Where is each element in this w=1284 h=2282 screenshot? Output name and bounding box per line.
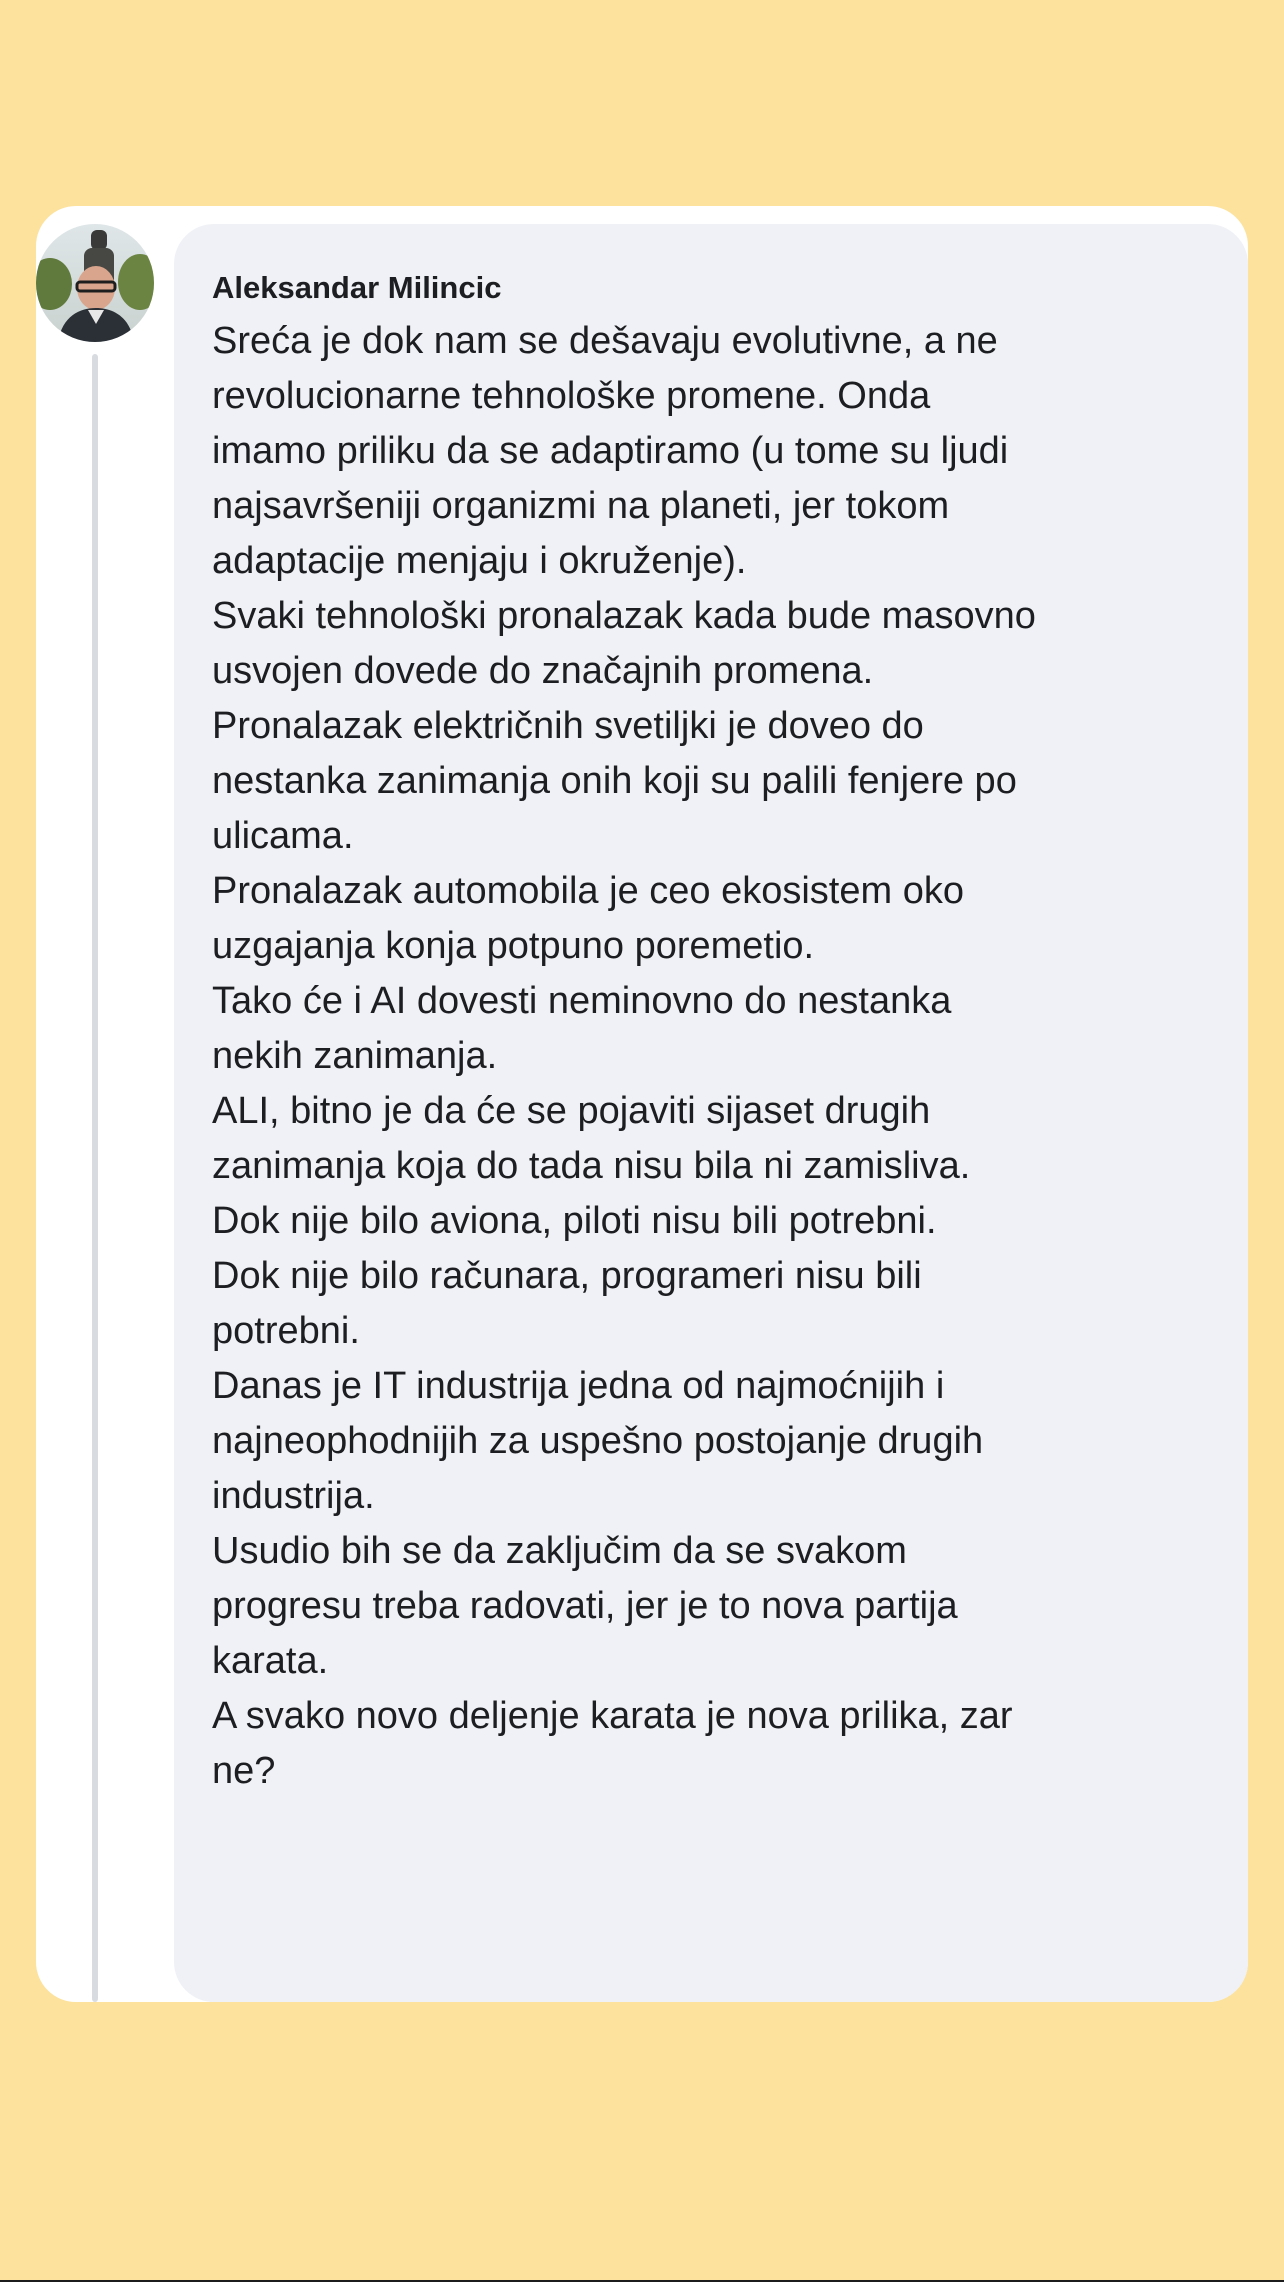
comment-card (36, 206, 1248, 2002)
avatar[interactable] (36, 224, 154, 342)
comment-bubble (174, 224, 1248, 2002)
avatar-photo (36, 224, 154, 342)
comment-author[interactable]: Aleksandar Milincic (212, 270, 502, 305)
comment-text: Sreća je dok nam se dešavaju evolutivne, a ne revolucionarne tehnološke promene. Onda imamo priliku da se adaptiramo (u tome su ljudi najsavršeniji organizmi na planeti, jer tokom adaptacije menjaju i okruženje). Svaki tehnološki pronalazak kada bude masovno usvojen dovede do značajnih promena. Pronalazak električnih svetiljki je doveo do nestanka zanimanja onih koji su palili fenjere po ulicama. Pronalazak automobila je ceo ekosistem oko uzgajanja konja potpuno poremetio. Tako će i AI dovesti neminovno do nestanka nekih zanimanja. ALI, bitno je da će se pojaviti sijaset drugih zanimanja koja do tada nisu bila ni zamisliva. Dok nije bilo aviona, piloti nisu bili potrebni. Dok nije bilo računara, programeri nisu bili potrebni. Danas je IT industrija jedna od najmoćnijih i najneophodnijih za uspešno postojanje drugih industrija. Usudio bih se da zaključim da se svakom progresu treba radovati, jer je to nova partija karata. A svako novo deljenje karata je nova prilika, zar ne? (212, 320, 1036, 1792)
thread-line (92, 354, 98, 2002)
